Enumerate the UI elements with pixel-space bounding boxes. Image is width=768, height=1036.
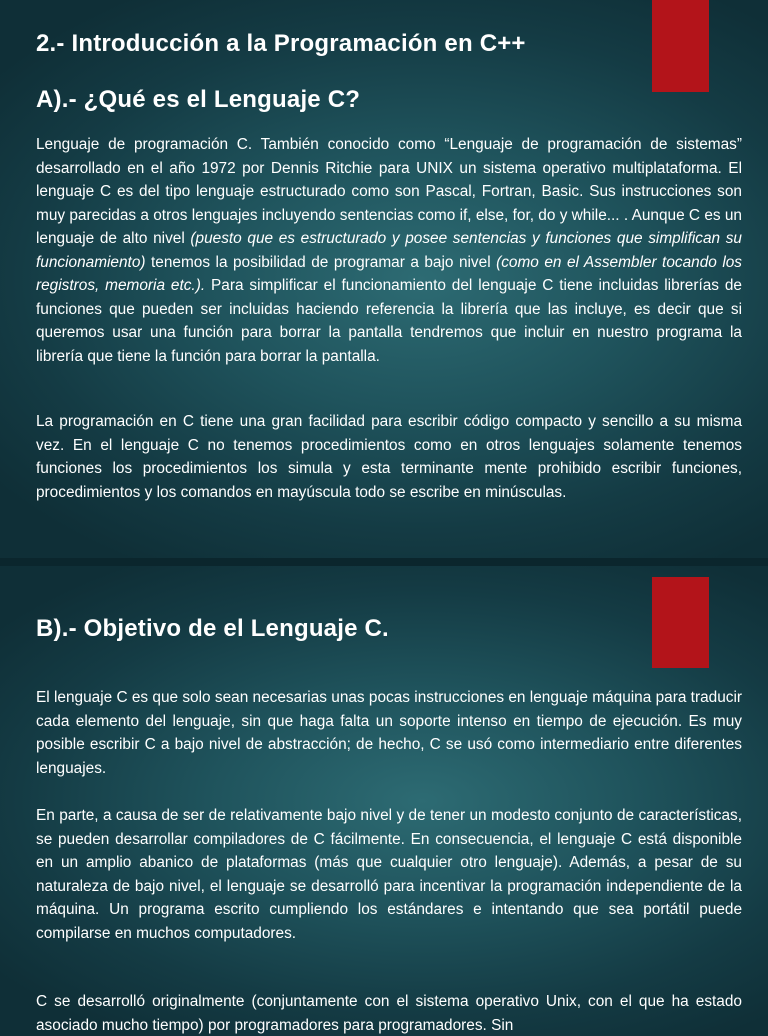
text-run: Para simplificar el funcionamiento del lenguaje C tiene incluidas librerías de funciones que pueden ser incluidas haciendo referencia la librería que las incluye, es decir que si queremos usar una función para borrar la pantalla tendremos que incluir en nuestro programa la librería que tiene la función para borrar la pantalla.	[36, 277, 742, 365]
accent-bar	[652, 577, 709, 668]
text-run: Lenguaje de programación C. También conocido como “Lenguaje de programación de sistemas” desarrollado en el año 1972 por Dennis Ritchie para UNIX un sistema operativo multiplataforma. El lenguaje C es del tipo lenguaje estructurado como son Pascal, Fortran, Basic. Sus instrucciones son muy parecidas a otros lenguajes incluyendo sentencias como if, else, for, do y while... . Aunque C es un lenguaje de alto nivel	[36, 136, 742, 247]
paragraph: La programación en C tiene una gran facilidad para escribir código compacto y sencillo a su misma vez. En el lenguaje C no tenemos procedimientos como en otros lenguajes solamente tenemos funciones los procedimientos los simula y esta terminante mente prohibido escribir funciones, procedimientos y los comandos en mayúscula todo se escribe en minúsculas.	[36, 413, 742, 501]
section-heading-b: B).- Objetivo de el Lenguaje C.	[36, 615, 389, 642]
paragraph: El lenguaje C es que solo sean necesarias unas pocas instrucciones en lenguaje máquina para traducir cada elemento del lenguaje, sin que haga falta un soporte intenso en tiempo de ejecución. Es muy posible escribir C a bajo nivel de abstracción; de hecho, C se usó como intermediario entre diferentes lenguajes.	[36, 689, 742, 777]
paragraph	[36, 133, 742, 368]
text-run: tenemos la posibilidad de programar a bajo nivel	[145, 253, 497, 271]
slide-heading: 2.- Introducción a la Programación en C++	[36, 30, 526, 57]
section-heading-a: A).- ¿Qué es el Lenguaje C?	[36, 86, 361, 113]
paragraph: C se desarrolló originalmente (conjuntamente con el sistema operativo Unix, con el que ha estado asociado mucho tiempo) por programadores para programadores. Sin	[36, 993, 742, 1034]
slide-separator	[0, 558, 768, 566]
italic-run: (como en el Assembler tocando los registros, memoria etc.).	[36, 253, 742, 294]
slide-objective	[0, 566, 768, 1036]
italic-run: (puesto que es estructurado y posee sentencias y funciones que simplifican su funcionamiento)	[36, 230, 742, 271]
accent-bar	[652, 0, 709, 92]
paragraph: En parte, a causa de ser de relativamente bajo nivel y de tener un modesto conjunto de características, se pueden desarrollar compiladores de C fácilmente. En consecuencia, el lenguaje C está disponible en un amplio abanico de plataformas (más que cualquier otro lenguaje). Además, a pesar de su naturaleza de bajo nivel, el lenguaje se desarrolló para incentivar la programación independiente de la máquina. Un programa escrito cumpliendo los estándares e intentando que sea portátil puede compilarse en muchos computadores.	[36, 807, 742, 942]
